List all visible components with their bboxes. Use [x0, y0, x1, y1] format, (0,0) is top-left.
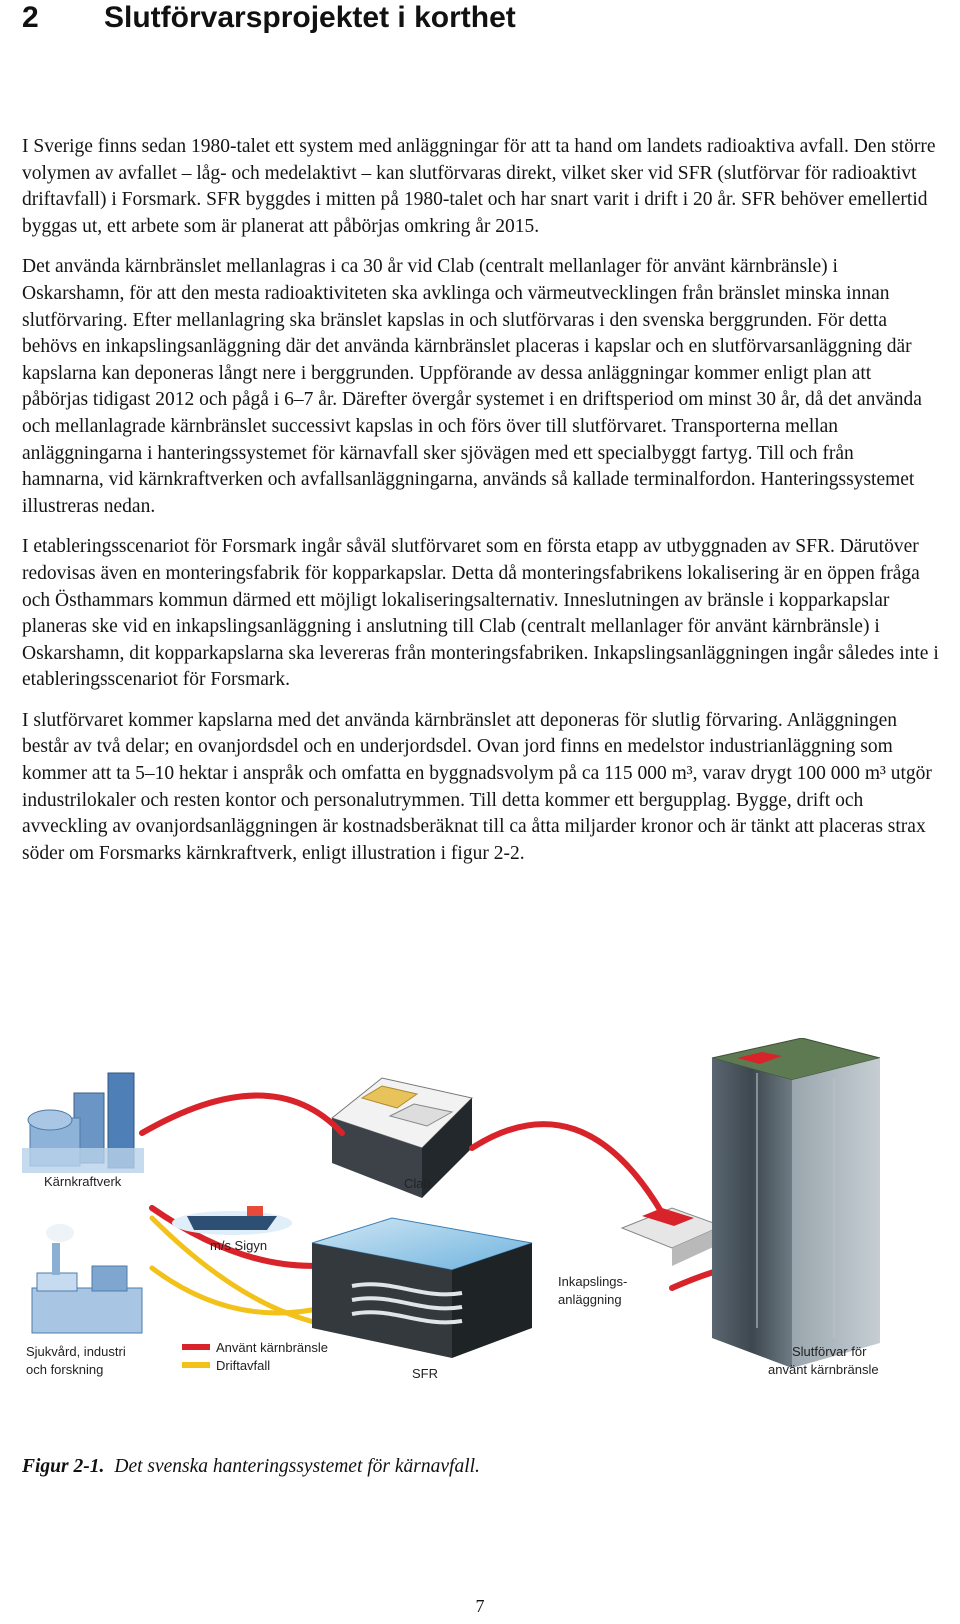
clab-illustration — [332, 1078, 472, 1198]
repository-illustration — [712, 1038, 880, 1368]
ship-illustration — [172, 1206, 292, 1235]
label-ship: m/s Sigyn — [210, 1238, 268, 1253]
label-slutforvar-1: Slutförvar för — [792, 1344, 867, 1359]
paragraph-3: I etableringsscenariot för Forsmark ingår såväl slutförvaret som en första etapp av utbyggnaden av SFR. Därutöver redovisas även en monteringsfabrik för kopparkapslar. Detta då monteringsfabrikens lokalisering är en öppen fråga och Östhammars kommun därmed ett möjligt lokaliseringsalternativ. Inneslutningen av bränsle i kopparkapslar planeras ske vid en inkapslingsanläggning i anslutning till Clab (centralt mellanlager för använt kärnbränsle) i Oskarshamn, dit kopparkapslarna ska levereras från monteringsfabriken. Inkapslingsanläggningen ingår således inte i etableringsscenariot för Forsmark. — [22, 536, 939, 691]
label-inkapsling-1: Inkapslings- — [558, 1274, 628, 1289]
paragraph-2: Det använda kärnbränslet mellanlagras i ca 30 år vid Clab (centralt mellanlager för använt kärnbränsle) i Oskarshamn, för att den mesta radioaktiviteten ska avklinga och värmeutvecklingen från bränslet minska innan slutförvaring. Efter mellanlagring ska bränslet kapslas in och slutförvaras i den svenska berggrunden. För detta behövs en inkapslingsanläggning där det använda kärnbränslet placeras i kapslar och en slutförvarsanläggning där kapslarna kan deponeras långt nere i berggrunden. Uppförande av dessa anläggningar kommer enligt plan att påbörjas tidigast 2012 och pågå i 6–7 år. Därefter övergår systemet i en driftsperiod om minst 30 år, då det använda och mellanlagrade kärnbränslet successivt kapslas in och förs över till slutförvaret. Transporterna mellan anläggningarna i hanteringssystemet för kärnavfall sker sjövägen med ett specialbyggt fartyg. Till och från hamnarna, vid kärnkraftverken och avfallsanläggningarna, används så kallade terminalfordon. Hanteringssystemet illustreras nedan. — [22, 256, 922, 517]
legend-swatch-waste — [182, 1362, 210, 1368]
industry-illustration — [32, 1224, 142, 1333]
caption-label: Figur 2-1. — [22, 1456, 105, 1477]
label-slutforvar-2: använt kärnbränsle — [768, 1362, 879, 1377]
encapsulation-plant-illustration — [622, 1208, 722, 1266]
legend-label-waste: Driftavfall — [216, 1358, 271, 1373]
page-number: 7 — [475, 1596, 485, 1616]
figure-2-1 — [22, 1038, 880, 1396]
label-sjukvard-2: och forskning — [26, 1362, 104, 1377]
sfr-illustration — [312, 1218, 532, 1358]
label-clab: Clab — [404, 1176, 431, 1191]
paragraph-4: I slutförvaret kommer kapslarna med det använda kärnbränslet att deponeras för slutlig förvaring. Anläggningen består av två delar; en ovanjordsdel och en underjordsdel. Ovan jord finns en medelstor industrianläggning som kommer att ta 5–10 hektar i anspråk och omfatta en byggnadsvolym på ca 115 000 m³, varav drygt 100 000 m³ utgör industrilokaler och resten kontor och personalutrymmen. Till detta kommer ett bergupplag. Bygge, drift och avveckling av ovanjordsanläggningen är kostnadsberäknat till ca åtta miljarder kronor och är tänkt att placeras strax söder om Forsmarks kärnkraftverk, enligt illustration i figur 2-2. — [22, 709, 932, 864]
caption-text: Det svenska hanteringssystemet för kärnavfall. — [114, 1456, 480, 1477]
label-inkapsling-2: anläggning — [558, 1292, 622, 1307]
legend-label-spent-fuel: Använt kärnbränsle — [216, 1340, 329, 1355]
body-text — [22, 134, 940, 881]
paragraph-1: I Sverige finns sedan 1980-talet ett system med anläggningar för att ta hand om landets radioaktiva avfall. Den större volymen av avfallet – låg- och medelaktivt – kan slutförvaras direkt, vilket sker vid SFR (slutförvar för radioaktivt driftavfall) i Forsmark. SFR byggdes i mitten på 1980-talet och har snart varit i drift i 20 år. SFR behöver emellertid byggas ut, ett arbete som är planerat att påbörjas omkring år 2015. — [22, 136, 936, 237]
nuclear-plant-illustration — [22, 1073, 144, 1173]
figure-caption — [22, 1456, 480, 1478]
section-number: 2 — [22, 1, 39, 34]
label-sfr: SFR — [412, 1366, 438, 1381]
label-sjukvard-1: Sjukvård, industri — [26, 1344, 126, 1359]
legend — [182, 1340, 328, 1373]
section-title: Slutförvarsprojektet i korthet — [104, 1, 516, 34]
legend-swatch-spent-fuel — [182, 1344, 210, 1350]
section-heading — [22, 0, 516, 36]
label-karnkraftverk: Kärnkraftverk — [44, 1174, 122, 1189]
